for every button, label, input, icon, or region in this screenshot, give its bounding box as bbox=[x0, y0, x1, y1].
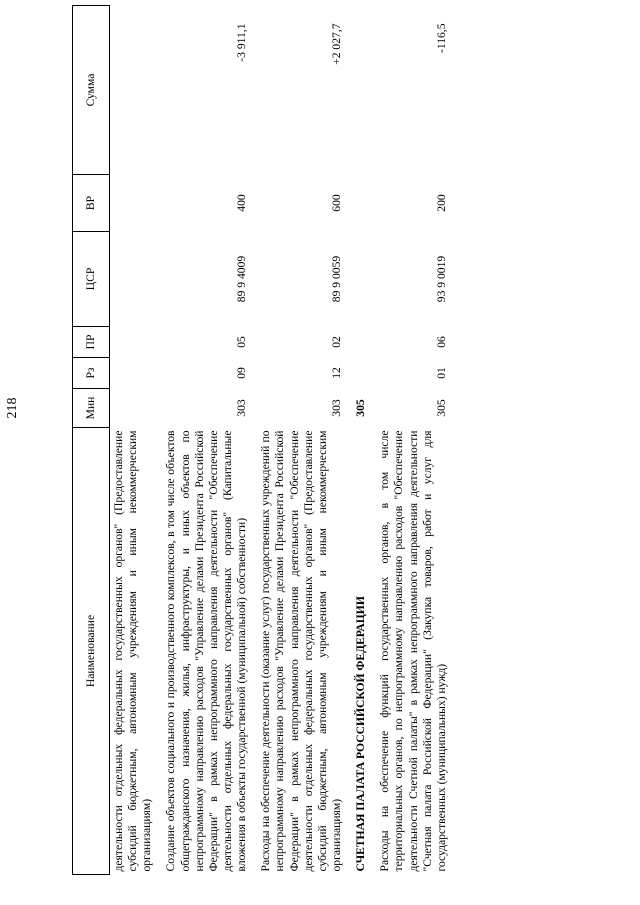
row-name: Расходы на обеспечение деятельности (оказание услуг) государственных учреждений по непрограммному направлению расходов "Управление делами Президента Российской Федерации" в рамках непрограммного направления деятельности "Обеспечение деятельности отдельных федеральных государственных органов" (Предоставление субсидий бюджетным, автономным учреждениям и иным некоммерческим организациям) bbox=[259, 430, 343, 872]
row-min: 305 bbox=[354, 399, 368, 417]
row-vr bbox=[110, 175, 164, 232]
header-name: Наименование bbox=[73, 428, 110, 875]
header-vr: ВР bbox=[73, 175, 110, 232]
row-vr bbox=[353, 175, 377, 232]
row-rz bbox=[353, 358, 377, 389]
header-min: Мин bbox=[73, 389, 110, 428]
row-sum: -3 911,1 bbox=[235, 23, 249, 62]
table-row bbox=[110, 6, 164, 875]
row-sum bbox=[110, 6, 164, 175]
row-rz bbox=[110, 358, 164, 389]
row-pr: 02 bbox=[329, 336, 343, 348]
row-pr bbox=[353, 327, 377, 358]
header-sum: Сумма bbox=[73, 6, 110, 175]
table-row bbox=[353, 6, 377, 875]
row-vr: 400 bbox=[235, 194, 249, 212]
row-pr bbox=[110, 327, 164, 358]
row-vr: 600 bbox=[329, 194, 343, 212]
row-pr: 05 bbox=[235, 336, 249, 348]
table-header-row bbox=[73, 6, 110, 875]
row-min: 305 bbox=[434, 399, 448, 417]
row-csr: 89 9 4009 bbox=[235, 255, 249, 303]
table-row bbox=[377, 6, 458, 875]
row-sum: -116,5 bbox=[434, 23, 448, 54]
row-min: 303 bbox=[235, 399, 249, 417]
row-csr bbox=[353, 232, 377, 327]
row-vr: 200 bbox=[434, 194, 448, 212]
table-row bbox=[258, 6, 353, 875]
page-number: 218 bbox=[5, 397, 20, 419]
row-name: Создание объектов социального и производственного комплексов, в том числе объектов общегражданского назначения, жилья, инфраструктуры, и иных объектов по непрограммному направлению расходов "Управление делами Президента Российской Федерации" в рамках непрограммного направления деятельности "Обеспечение деятельности отдельных федеральных государственных органов" (Капитальные вложения в объекты государственной (муниципальной) собственности) bbox=[164, 430, 249, 872]
row-pr: 06 bbox=[434, 336, 448, 348]
budget-table-container bbox=[72, 23, 612, 875]
header-pr: ПР bbox=[73, 327, 110, 358]
row-rz: 09 bbox=[235, 367, 249, 379]
row-name: Расходы на обеспечение функций государственных органов, в том числе территориальных органов, по непрограммному направлению расходов "Обеспечение деятельности Счетной палаты" в рамках непрограммного направления деятельности "Счетная палата Российской Федерации" (Закупка товаров, работ и услуг для государственных (муниципальных) нужд) bbox=[378, 430, 448, 872]
row-csr: 89 9 0059 bbox=[329, 255, 343, 303]
row-min bbox=[110, 389, 164, 428]
row-csr bbox=[110, 232, 164, 327]
header-rz: Рз bbox=[73, 358, 110, 389]
row-sum: +2 027,7 bbox=[329, 23, 343, 65]
header-csr: ЦСР bbox=[73, 232, 110, 327]
row-csr: 93 9 0019 bbox=[434, 255, 448, 303]
table-row bbox=[163, 6, 258, 875]
row-rz: 01 bbox=[434, 367, 448, 379]
budget-table bbox=[72, 5, 458, 875]
row-name: СЧЕТНАЯ ПАЛАТА РОССИЙСКОЙ ФЕДЕРАЦИИ bbox=[354, 596, 368, 872]
row-sum bbox=[353, 6, 377, 175]
row-name: деятельности отдельных федеральных государственных органов" (Предоставление субсидий бюджетным, автономным учреждениям и иным некоммерческим организациям) bbox=[112, 430, 154, 872]
row-rz: 12 bbox=[329, 367, 343, 379]
row-min: 303 bbox=[329, 399, 343, 417]
